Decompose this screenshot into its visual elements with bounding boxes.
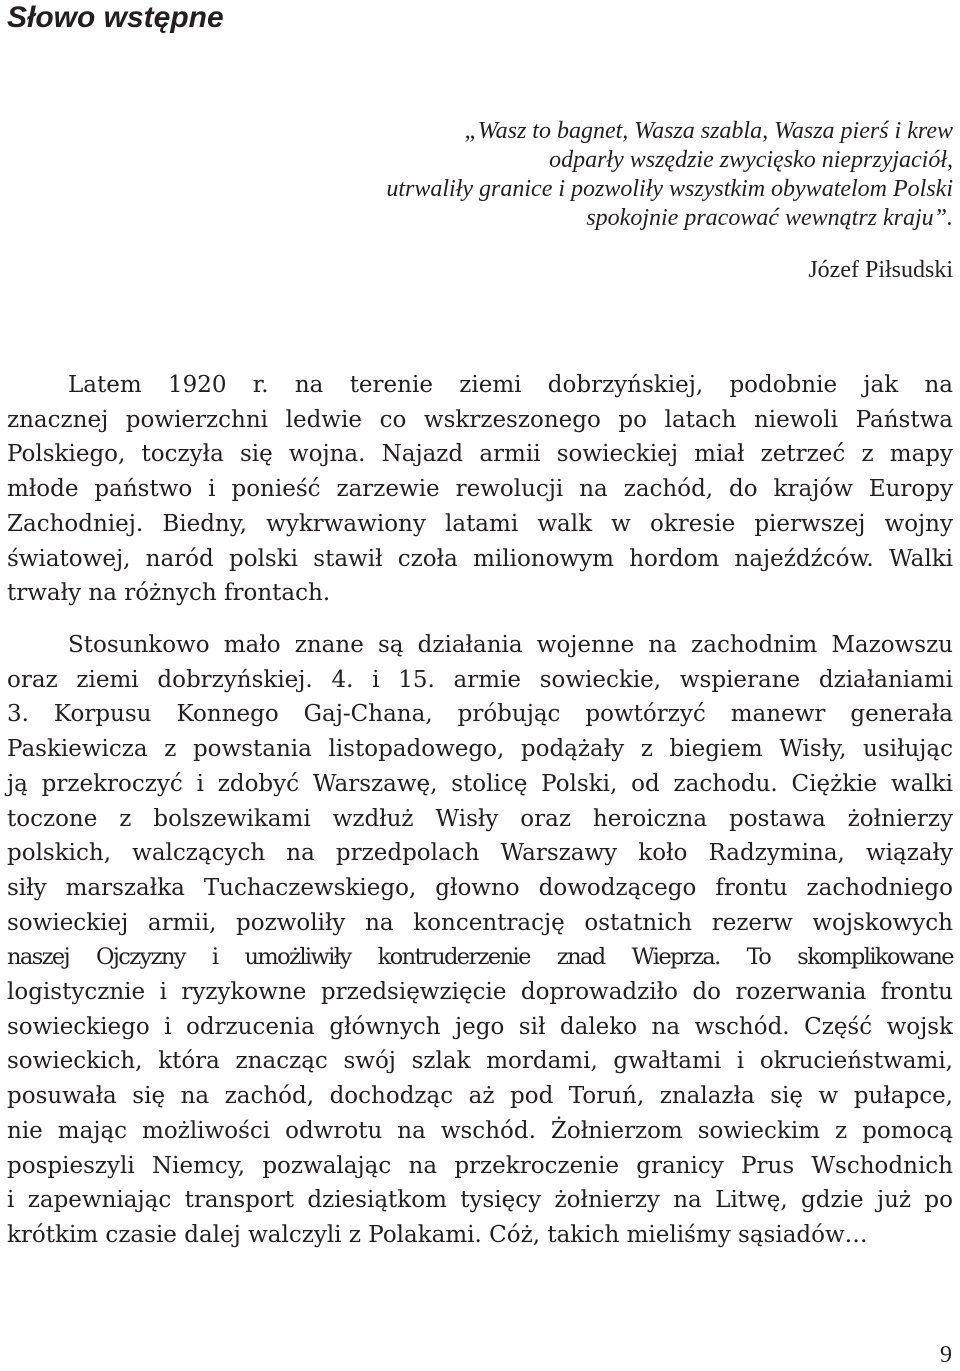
- text-line: polskich, walczących na przedpolach Warszawy koło Radzymina, wiązały: [7, 840, 953, 867]
- text-line: naszej Ojczyzny i umożliwiły kontruderzenie znad Wieprza. To skomplikowane: [7, 944, 953, 971]
- epigraph-quote: [353, 117, 953, 233]
- text-line: Zachodniej. Biedny, wykrwawiony latami walk w okresie pierwszej wojny: [7, 510, 953, 537]
- text-line: ją przekroczyć i zdobyć Warszawę, stolicę Polski, od zachodu. Ciężkie walki: [7, 770, 953, 797]
- text-line: znacznej powierzchni ledwie co wskrzeszonego po latach niewoli Państwa: [7, 406, 953, 433]
- text-line: 3. Korpusu Konnego Gaj-Chana, próbując powtórzyć manewr generała: [7, 701, 953, 728]
- text-line: sowieckich, która znacząc swój szlak mordami, gwałtami i okrucieństwami,: [7, 1048, 953, 1075]
- text-line: i zapewniając transport dziesiątkom tysięcy żołnierzy na Litwę, gdzie już po: [7, 1187, 953, 1214]
- text-line: nie mając możliwości odwrotu na wschód. Żołnierzom sowieckim z pomocą: [7, 1117, 953, 1144]
- text-line: Stosunkowo mało znane są działania wojenne na zachodnim Mazowszu: [68, 632, 953, 658]
- text-line: trwały na różnych frontach.: [7, 580, 331, 607]
- text-line: światowej, naród polski stawił czoła milionowym hordom najeźdźców. Walki: [7, 545, 953, 572]
- page-number: 9: [940, 1342, 952, 1368]
- text-line: Polskiego, toczyła się wojna. Najazd armii sowieckiej miał zetrzeć z mapy: [7, 441, 953, 468]
- page-title: Słowo wstępne: [7, 1, 224, 34]
- epigraph-line: utrwaliły granice i pozwoliły wszystkim obywatelom Polski: [386, 176, 953, 202]
- text-line: pospieszyli Niemcy, pozwalając na przekroczenie granicy Prus Wschodnich: [7, 1152, 953, 1179]
- text-line: młode państwo i ponieść zarzewie rewolucji na zachód, do krajów Europy: [7, 476, 953, 503]
- epigraph-line: „Wasz to bagnet, Wasza szabla, Wasza pierś i krew: [464, 118, 953, 144]
- text-line: Paskiewicza z powstania listopadowego, podążały z biegiem Wisły, usiłując: [7, 736, 953, 763]
- text-line: oraz ziemi dobrzyńskiej. 4. i 15. armie sowieckie, wspierane działaniami: [7, 666, 953, 693]
- text-line: Latem 1920 r. na terenie ziemi dobrzyńskiej, podobnie jak na: [68, 372, 953, 398]
- text-line: krótkim czasie dalej walczyli z Polakami. Cóż, takich mieliśmy sąsiadów…: [7, 1221, 868, 1248]
- text-line: toczone z bolszewikami wzdłuż Wisły oraz heroiczna postawa żołnierzy: [7, 805, 953, 832]
- text-line: sowieckiego i odrzucenia głównych jego sił daleko na wschód. Część wojsk: [7, 1013, 953, 1040]
- epigraph-line: odparły wszędzie zwycięsko nieprzyjaciół,: [549, 147, 953, 173]
- epigraph-author: Józef Piłsudski: [808, 257, 953, 283]
- text-line: sowieckiej armii, pozwoliły na koncentrację ostatnich rezerw wojskowych: [7, 909, 953, 936]
- text-line: posuwała się na zachód, dochodząc aż pod Toruń, znalazła się w pułapce,: [7, 1083, 953, 1110]
- text-line: siły marszałka Tuchaczewskiego, głowno dowodzącego frontu zachodniego: [7, 874, 953, 901]
- epigraph-line: spokojnie pracować wewnątrz kraju”.: [586, 205, 953, 231]
- paragraph-1: [7, 368, 953, 611]
- text-line: logistycznie i ryzykowne przedsięwzięcie doprowadziło do rozerwania frontu: [7, 979, 953, 1006]
- paragraph-2: [7, 628, 953, 1253]
